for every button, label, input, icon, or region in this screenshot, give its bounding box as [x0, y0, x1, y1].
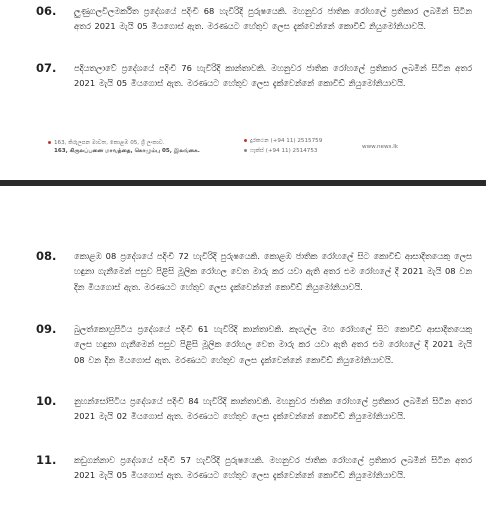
- footer-fax: ෆැක්ස් (+94 11) 2514753: [250, 148, 318, 154]
- entry-number: 09.: [36, 322, 57, 336]
- location-icon: [48, 141, 51, 144]
- footer-address-sinhala: 163, කිරුලපන මාවත, කොළඹ 05, ශ්‍රී ලංකාව.: [54, 140, 165, 146]
- entry-text: නුහන්සෝපිටිය ප්‍රදේශයේ පදිංචි 84 හැවිරිදි කාන්තාවකි. මහනුවර ජාතික රෝහලේ ප්‍රතිකාර ලබමින් සිටින අතර 2021 මැයි 02 මියගොස් ඇත. මරණයට හේතුව ලෙස දැක්වෙන්නේ කොවිඩ් නියුමෝනියාවයි.: [74, 396, 473, 422]
- footer-address-tamil: 163, கிருலப்பனை மாவத்தை, கொழும்பு 05, இலங்கை.: [54, 148, 200, 154]
- entry-number: 10.: [36, 394, 57, 408]
- entry-text: පදියතලාවේ ප්‍රදේශයේ පදිංචි 76 හැවිරිදි කාන්තාවකි. මහනුවර ජාතික රෝහලේ ප්‍රතිකාර ලබමින් සිටින අතර 2021 මැයි 05 මියගොස් ඇත. මරණයට හේතුව ලෙස දැක්වෙන්නේ කොවිඩ් නියුමෝනියාවයි.: [74, 63, 472, 89]
- entry-number: 07.: [36, 61, 57, 75]
- entry-text: කඩුගන්නාව ප්‍රදේශයේ පදිංචි 57 හැවිරිදි පුරුෂයෙකි. මහනුවර ජාතික රෝහලේ ප්‍රතිකාර ලබමින් සිටින අතර 2021 මැයි 05 මියගොස් ඇත. මරණයට හේතුව ලෙස දැක්වෙන්නේ කොවිඩ් නියුමෝනියාවයි.: [74, 455, 472, 481]
- entry-number: 11.: [36, 453, 57, 467]
- footer-website: www.news.lk: [362, 144, 399, 150]
- phone-icon: [244, 139, 247, 142]
- document-page-1: [0, 0, 486, 180]
- letterhead-footer: [48, 132, 468, 162]
- entry-text: කොළඹ 08 ප්‍රදේශයේ පදිංචි 72 හැවිරිදි පුරුෂයෙකි. කොළඹ ජාතික රෝහලේ සිට කොවිඩ් ආසාදිතයෙකු ලෙස හඳුනා ගැනීමෙන් පසුව පිළිසි මූලික රෝහල වෙත මාරු කර යවා ඇති අතර එම රෝහලේ දී 2021 මැයි 08 වන දින මියගොස් ඇත. මරණයට හේතුව ලෙස දැක්වෙන්නේ කොවිඩ් නියුමෝනියාවයි.: [74, 251, 472, 292]
- entry-text: ලුණුගලවිලමර්කිත ප්‍රදේශයේ පදිංචි 68 හැවිරිදි පුරුෂයෙකි. මහනුවර ජාතික රෝහලේ ප්‍රතිකාර ලබමින් සිටින අතර 2021 මැයි 05 මියගොස් ඇත. මරණයට හේතුව ලෙස දැක්වෙන්නේ කොවිඩ් නියුමෝනියාවයි.: [74, 6, 472, 32]
- footer-phone: දුරකථන (+94 11) 2515759: [250, 138, 323, 144]
- entry-text: බුලත්කොහුපිටිය ප්‍රදේශයේ පදිංචි 61 හැවිරිදි කාන්තාවකි. කෑගල්ල මහ රෝහලේ සිට කොවිඩ් ආසාදිතයෙකු ලෙස හඳුනා ගැනීමෙන් පසුව පිළිසි මූලික රෝහල වෙත මාරු කර යවා ඇති අතර එම රෝහලේ දී 2021 මැයි 08 වන දින මියගොස් ඇත. මරණයට හේතුව ලෙස දැක්වෙන්නේ කොවිඩ් නියුමෝනියාවයි.: [74, 324, 472, 365]
- fax-icon: [244, 149, 247, 152]
- entry-number: 08.: [36, 249, 57, 263]
- entry-number: 06.: [36, 4, 57, 18]
- document-page-2: [0, 186, 486, 505]
